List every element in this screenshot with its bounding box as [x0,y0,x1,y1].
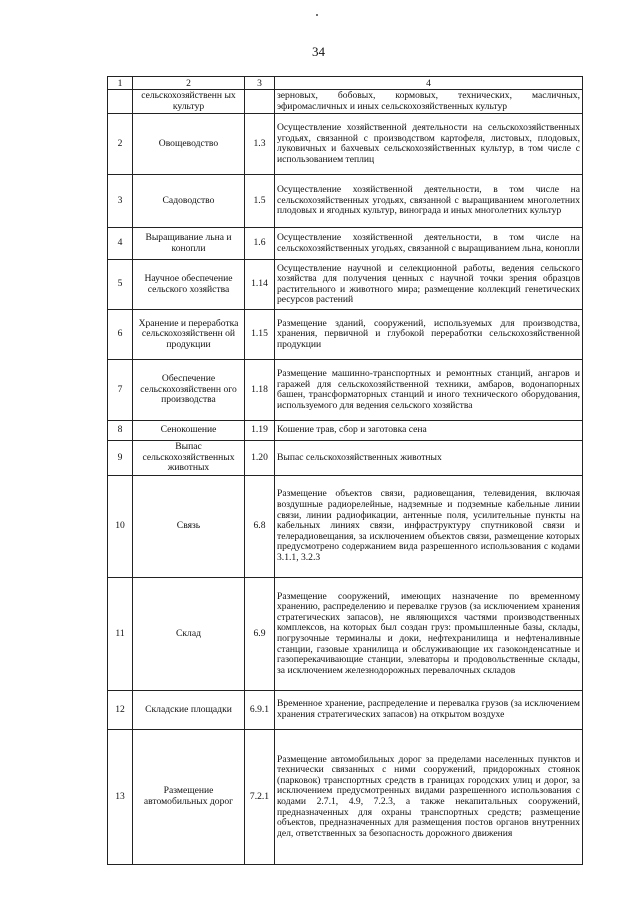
land-use-description: Выпас сельскохозяйственных животных [275,441,583,476]
table-row [108,577,583,690]
land-use-name: Садоводство [133,175,245,228]
table-row [108,310,583,360]
table-row [108,421,583,441]
row-number: 10 [108,475,133,577]
row-number: 13 [108,729,133,864]
row-number [108,90,133,114]
land-use-table [107,76,583,865]
land-use-name: Обеспечение сельскохозяйственн ого производства [133,360,245,421]
row-number: 8 [108,421,133,441]
row-number: 9 [108,441,133,476]
row-number: 11 [108,577,133,690]
table-row [108,690,583,729]
land-use-name: Складские площадки [133,690,245,729]
land-use-name: Связь [133,475,245,577]
land-use-code: 1.18 [245,360,275,421]
table-row [108,228,583,260]
land-use-name: сельскохозяйственн ых культур [133,90,245,114]
header-col-2: 2 [133,77,245,90]
table-body [108,77,583,865]
row-number: 4 [108,228,133,260]
header-col-4: 4 [275,77,583,90]
land-use-description: Осуществление хозяйственной деятельности, в том числе на сельскохозяйственных угодьях, связанной с выращиванием многолетних плодовых и ягодных культур, винограда и иных многолетних культур [275,175,583,228]
land-use-name: Выращивание льна и конопли [133,228,245,260]
land-use-code: 1.6 [245,228,275,260]
scan-dot [316,14,318,16]
land-use-description: Осуществление научной и селекционной работы, ведения сельского хозяйства для получения ценных с научной точки зрения образцов растительного и животного мира; размещение коллекций генетических ресурсов растений [275,260,583,310]
table-row [108,260,583,310]
land-use-description: Размещение автомобильных дорог за пределами населенных пунктов и технически связанных с ними сооружений, придорожных стоянок (парковок) транспортных средств в границах городских улиц и дорог, за исключением предусмотренных видами разрешенного использования с кодами 2.7.1, 4.9, 7.2.3, а также некапитальных сооружений, предназначенных для охраны транспортных средств; размещение объектов, предназначенных для размещения постов органов внутренних дел, ответственных за безопасность дорожного движения [275,729,583,864]
land-use-description: Временное хранение, распределение и перевалка грузов (за исключением хранения стратегических запасов) на открытом воздухе [275,690,583,729]
row-number: 5 [108,260,133,310]
row-number: 2 [108,114,133,175]
land-use-code: 1.19 [245,421,275,441]
land-use-code: 6.9.1 [245,690,275,729]
land-use-code [245,90,275,114]
header-col-1: 1 [108,77,133,90]
land-use-code: 1.15 [245,310,275,360]
land-use-code: 1.3 [245,114,275,175]
table-row [108,175,583,228]
land-use-code: 6.8 [245,475,275,577]
land-use-description: Размещение объектов связи, радиовещания, телевидения, включая воздушные радиорелейные, надземные и подземные кабельные линии связи, линии радиофикации, антенные поля, усилительные пункты на кабельных линиях связи, инфраструктуру спутниковой связи и телерадиовещания, за исключением объектов связи, размещение которых предусмотрено содержанием вида разрешенного использования с кодами 3.1.1, 3.2.3 [275,475,583,577]
row-number: 12 [108,690,133,729]
table-row [108,114,583,175]
table-row [108,90,583,114]
land-use-description: зерновых, бобовых, кормовых, технических, масличных, эфиромасличных и иных сельскохозяйственных культур [275,90,583,114]
land-use-description: Кошение трав, сбор и заготовка сена [275,421,583,441]
table-header-row [108,77,583,90]
land-use-name: Сенокошение [133,421,245,441]
table-row [108,360,583,421]
land-use-code: 1.14 [245,260,275,310]
land-use-name: Склад [133,577,245,690]
land-use-description: Размещение сооружений, имеющих назначение по временному хранению, распределению и перевалке грузов (за исключением хранения стратегических запасов), не являющихся частями производственных комплексов, на которых был создан груз: промышленные базы, склады, погрузочные терминалы и доки, нефтехранилища и нефтеналивные станции, газовые хранилища и обслуживающие их газоконденсатные и газоперекачивающие станции, элеваторы и продовольственные склады, за исключением железнодорожных перевалочных складов [275,577,583,690]
land-use-name: Хранение и переработка сельскохозяйственн ой продукции [133,310,245,360]
land-use-description: Размещение машинно-транспортных и ремонтных станций, ангаров и гаражей для сельскохозяйственной техники, амбаров, водонапорных башен, трансформаторных станций и иного технического оборудования, используемого для ведения сельского хозяйства [275,360,583,421]
land-use-code: 6.9 [245,577,275,690]
land-use-description: Размещение зданий, сооружений, используемых для производства, хранения, первичной и глубокой переработки сельскохозяйственной продукции [275,310,583,360]
table-row [108,475,583,577]
land-use-code: 1.5 [245,175,275,228]
land-use-description: Осуществление хозяйственной деятельности, в том числе на сельскохозяйственных угодьях, связанной с выращиванием льна, конопли [275,228,583,260]
land-use-name: Овощеводство [133,114,245,175]
table-row [108,729,583,864]
row-number: 6 [108,310,133,360]
page-number: 34 [312,44,325,59]
land-use-name: Размещение автомобильных дорог [133,729,245,864]
land-use-description: Осуществление хозяйственной деятельности на сельскохозяйственных угодьях, связанной с производством картофеля, листовых, плодовых, луковичных и бахчевых сельскохозяйственных культур, в том числе с использованием теплиц [275,114,583,175]
header-col-3: 3 [245,77,275,90]
table-row [108,441,583,476]
land-use-name: Научное обеспечение сельского хозяйства [133,260,245,310]
land-use-name: Выпас сельскохозяйственных животных [133,441,245,476]
land-use-code: 7.2.1 [245,729,275,864]
row-number: 3 [108,175,133,228]
row-number: 7 [108,360,133,421]
land-use-code: 1.20 [245,441,275,476]
